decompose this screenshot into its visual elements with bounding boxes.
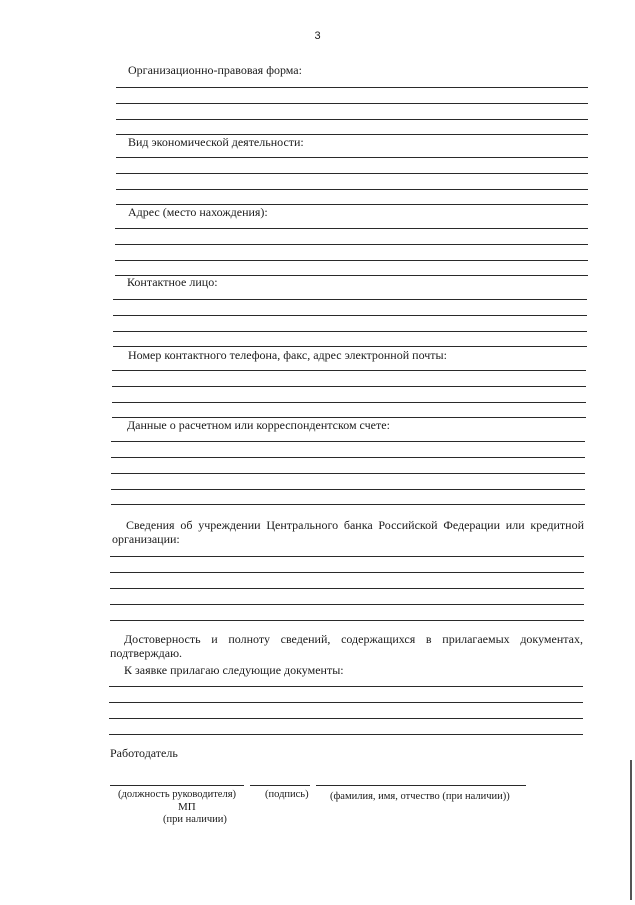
bank-info-label: Сведения об учреждении Центрального банка Российской Федерации или кредитной организации:: [112, 518, 584, 546]
fill-line[interactable]: [115, 244, 588, 245]
scan-edge: [630, 760, 632, 900]
stamp-caption: МП: [178, 801, 196, 813]
fill-line[interactable]: [110, 604, 584, 605]
fill-line[interactable]: [110, 556, 584, 557]
field-label-activity: Вид экономической деятельности:: [128, 135, 304, 149]
fill-line[interactable]: [110, 588, 584, 589]
fill-line[interactable]: [109, 734, 583, 735]
fill-line[interactable]: [111, 473, 585, 474]
fill-line[interactable]: [112, 402, 586, 403]
fill-line[interactable]: [113, 299, 587, 300]
full-name-caption: (фамилия, имя, отчество (при наличии)): [330, 791, 510, 802]
fill-line[interactable]: [111, 457, 585, 458]
attachments-label: К заявке прилагаю следующие документы:: [124, 663, 344, 677]
fill-line[interactable]: [116, 87, 588, 88]
fill-line[interactable]: [116, 103, 588, 104]
position-caption: (должность руководителя): [118, 789, 237, 800]
fill-line[interactable]: [116, 157, 588, 158]
fill-line[interactable]: [110, 620, 584, 621]
fill-line[interactable]: [116, 119, 588, 120]
fill-line[interactable]: [112, 370, 586, 371]
fill-line[interactable]: [113, 346, 587, 347]
field-label-contacts: Номер контактного телефона, факс, адрес электронной почты:: [128, 348, 447, 362]
field-label-address: Адрес (место нахождения):: [128, 205, 268, 219]
fill-line[interactable]: [116, 189, 588, 190]
fill-line[interactable]: [109, 686, 583, 687]
field-label-contact-person: Контактное лицо:: [127, 275, 218, 289]
fill-line[interactable]: [111, 441, 585, 442]
fill-line[interactable]: [111, 489, 585, 490]
field-label-legal-form: Организационно-правовая форма:: [128, 63, 302, 77]
employer-label: Работодатель: [110, 746, 178, 760]
stamp-note: (при наличии): [163, 814, 227, 825]
fill-line[interactable]: [110, 572, 584, 573]
certification-text: Достоверность и полноту сведений, содержащихся в прилагаемых документах, подтверждаю.: [110, 632, 583, 660]
page-number: 3: [314, 30, 321, 42]
signature-caption: (подпись): [265, 789, 309, 800]
fill-line[interactable]: [112, 386, 586, 387]
fill-line[interactable]: [113, 331, 587, 332]
fill-line[interactable]: [113, 315, 587, 316]
fill-line[interactable]: [115, 228, 588, 229]
signature-line[interactable]: [250, 785, 310, 786]
fill-line[interactable]: [115, 260, 588, 261]
fill-line[interactable]: [109, 702, 583, 703]
field-label-bank-account: Данные о расчетном или корреспондентском счете:: [127, 418, 390, 432]
fill-line[interactable]: [109, 718, 583, 719]
position-signature-line[interactable]: [110, 785, 244, 786]
fill-line[interactable]: [111, 504, 585, 505]
fill-line[interactable]: [116, 173, 588, 174]
full-name-line[interactable]: [316, 785, 526, 786]
